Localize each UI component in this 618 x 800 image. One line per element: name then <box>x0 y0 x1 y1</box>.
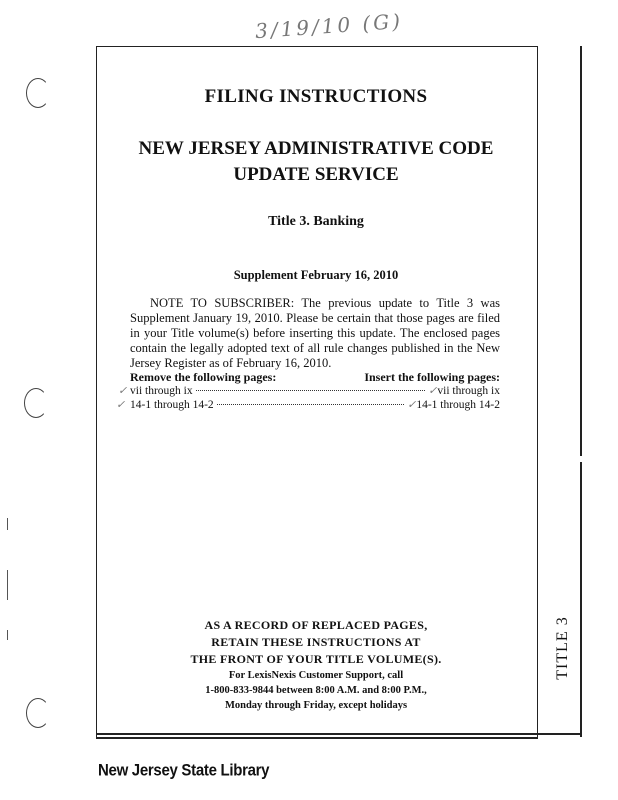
remove-pages: 14-1 through 14-2 <box>130 399 214 411</box>
check-mark-icon: ✓ <box>118 385 128 397</box>
support-line2: 1-800-833-9844 between 8:00 A.M. and 8:00 P.M., <box>205 685 427 696</box>
handwritten-date: 3/19/10 (G) <box>254 8 404 44</box>
check-mark-icon: ✓ <box>116 399 126 411</box>
table-row <box>118 384 500 397</box>
code-title-line2: UPDATE SERVICE <box>233 164 399 185</box>
library-stamp: New Jersey State Library <box>98 761 270 780</box>
insert-pages: vii through ix <box>437 385 500 397</box>
record-line2: RETAIN THESE INSTRUCTIONS AT <box>211 635 421 649</box>
remove-pages: vii through ix <box>130 385 193 397</box>
tab-divider-line <box>580 462 582 737</box>
check-mark-icon: ✓ <box>428 385 438 397</box>
scan-artifact <box>7 630 8 640</box>
note-to-subscriber: NOTE TO SUBSCRIBER: The previous update to Title 3 was Supplement January 19, 2010. Please be certain that those pages are filed in your Title volume(s) before inserting this update. The enclosed pages contain the legally adopted text of all rule changes published in the New Jersey Register as of February 16, 2010. <box>130 296 500 370</box>
tab-label: TITLE 3 <box>554 616 571 680</box>
customer-support <box>96 668 536 713</box>
support-line1: For LexisNexis Customer Support, call <box>228 670 404 681</box>
record-instructions <box>96 617 536 668</box>
code-title-line1: NEW JERSEY ADMINISTRATIVE CODE <box>138 138 494 159</box>
frame-bottom-rule <box>96 733 582 735</box>
scan-artifact <box>7 570 8 600</box>
insert-header: Insert the following pages: <box>364 370 500 384</box>
record-line3: THE FRONT OF YOUR TITLE VOLUME(S). <box>190 652 442 666</box>
tab-divider-line <box>580 46 582 456</box>
heading-block <box>96 86 536 108</box>
code-title-block <box>96 136 536 188</box>
support-line3: Monday through Friday, except holidays <box>224 700 408 711</box>
binder-hole-icon <box>26 698 50 728</box>
check-mark-icon: ✓ <box>407 399 417 411</box>
supplement-date: Supplement February 16, 2010 <box>233 268 399 282</box>
leader-dots <box>196 390 426 391</box>
scan-artifact <box>7 518 8 530</box>
insert-pages: 14-1 through 14-2 <box>416 399 500 411</box>
binder-hole-icon <box>24 388 48 418</box>
title-name: Title 3. Banking <box>268 214 364 229</box>
table-row <box>116 398 500 411</box>
remove-header: Remove the following pages: <box>130 370 277 384</box>
record-line1: AS A RECORD OF REPLACED PAGES, <box>204 618 428 632</box>
binder-hole-icon <box>26 78 50 108</box>
leader-dots <box>217 404 404 405</box>
page-title: FILING INSTRUCTIONS <box>204 86 428 107</box>
